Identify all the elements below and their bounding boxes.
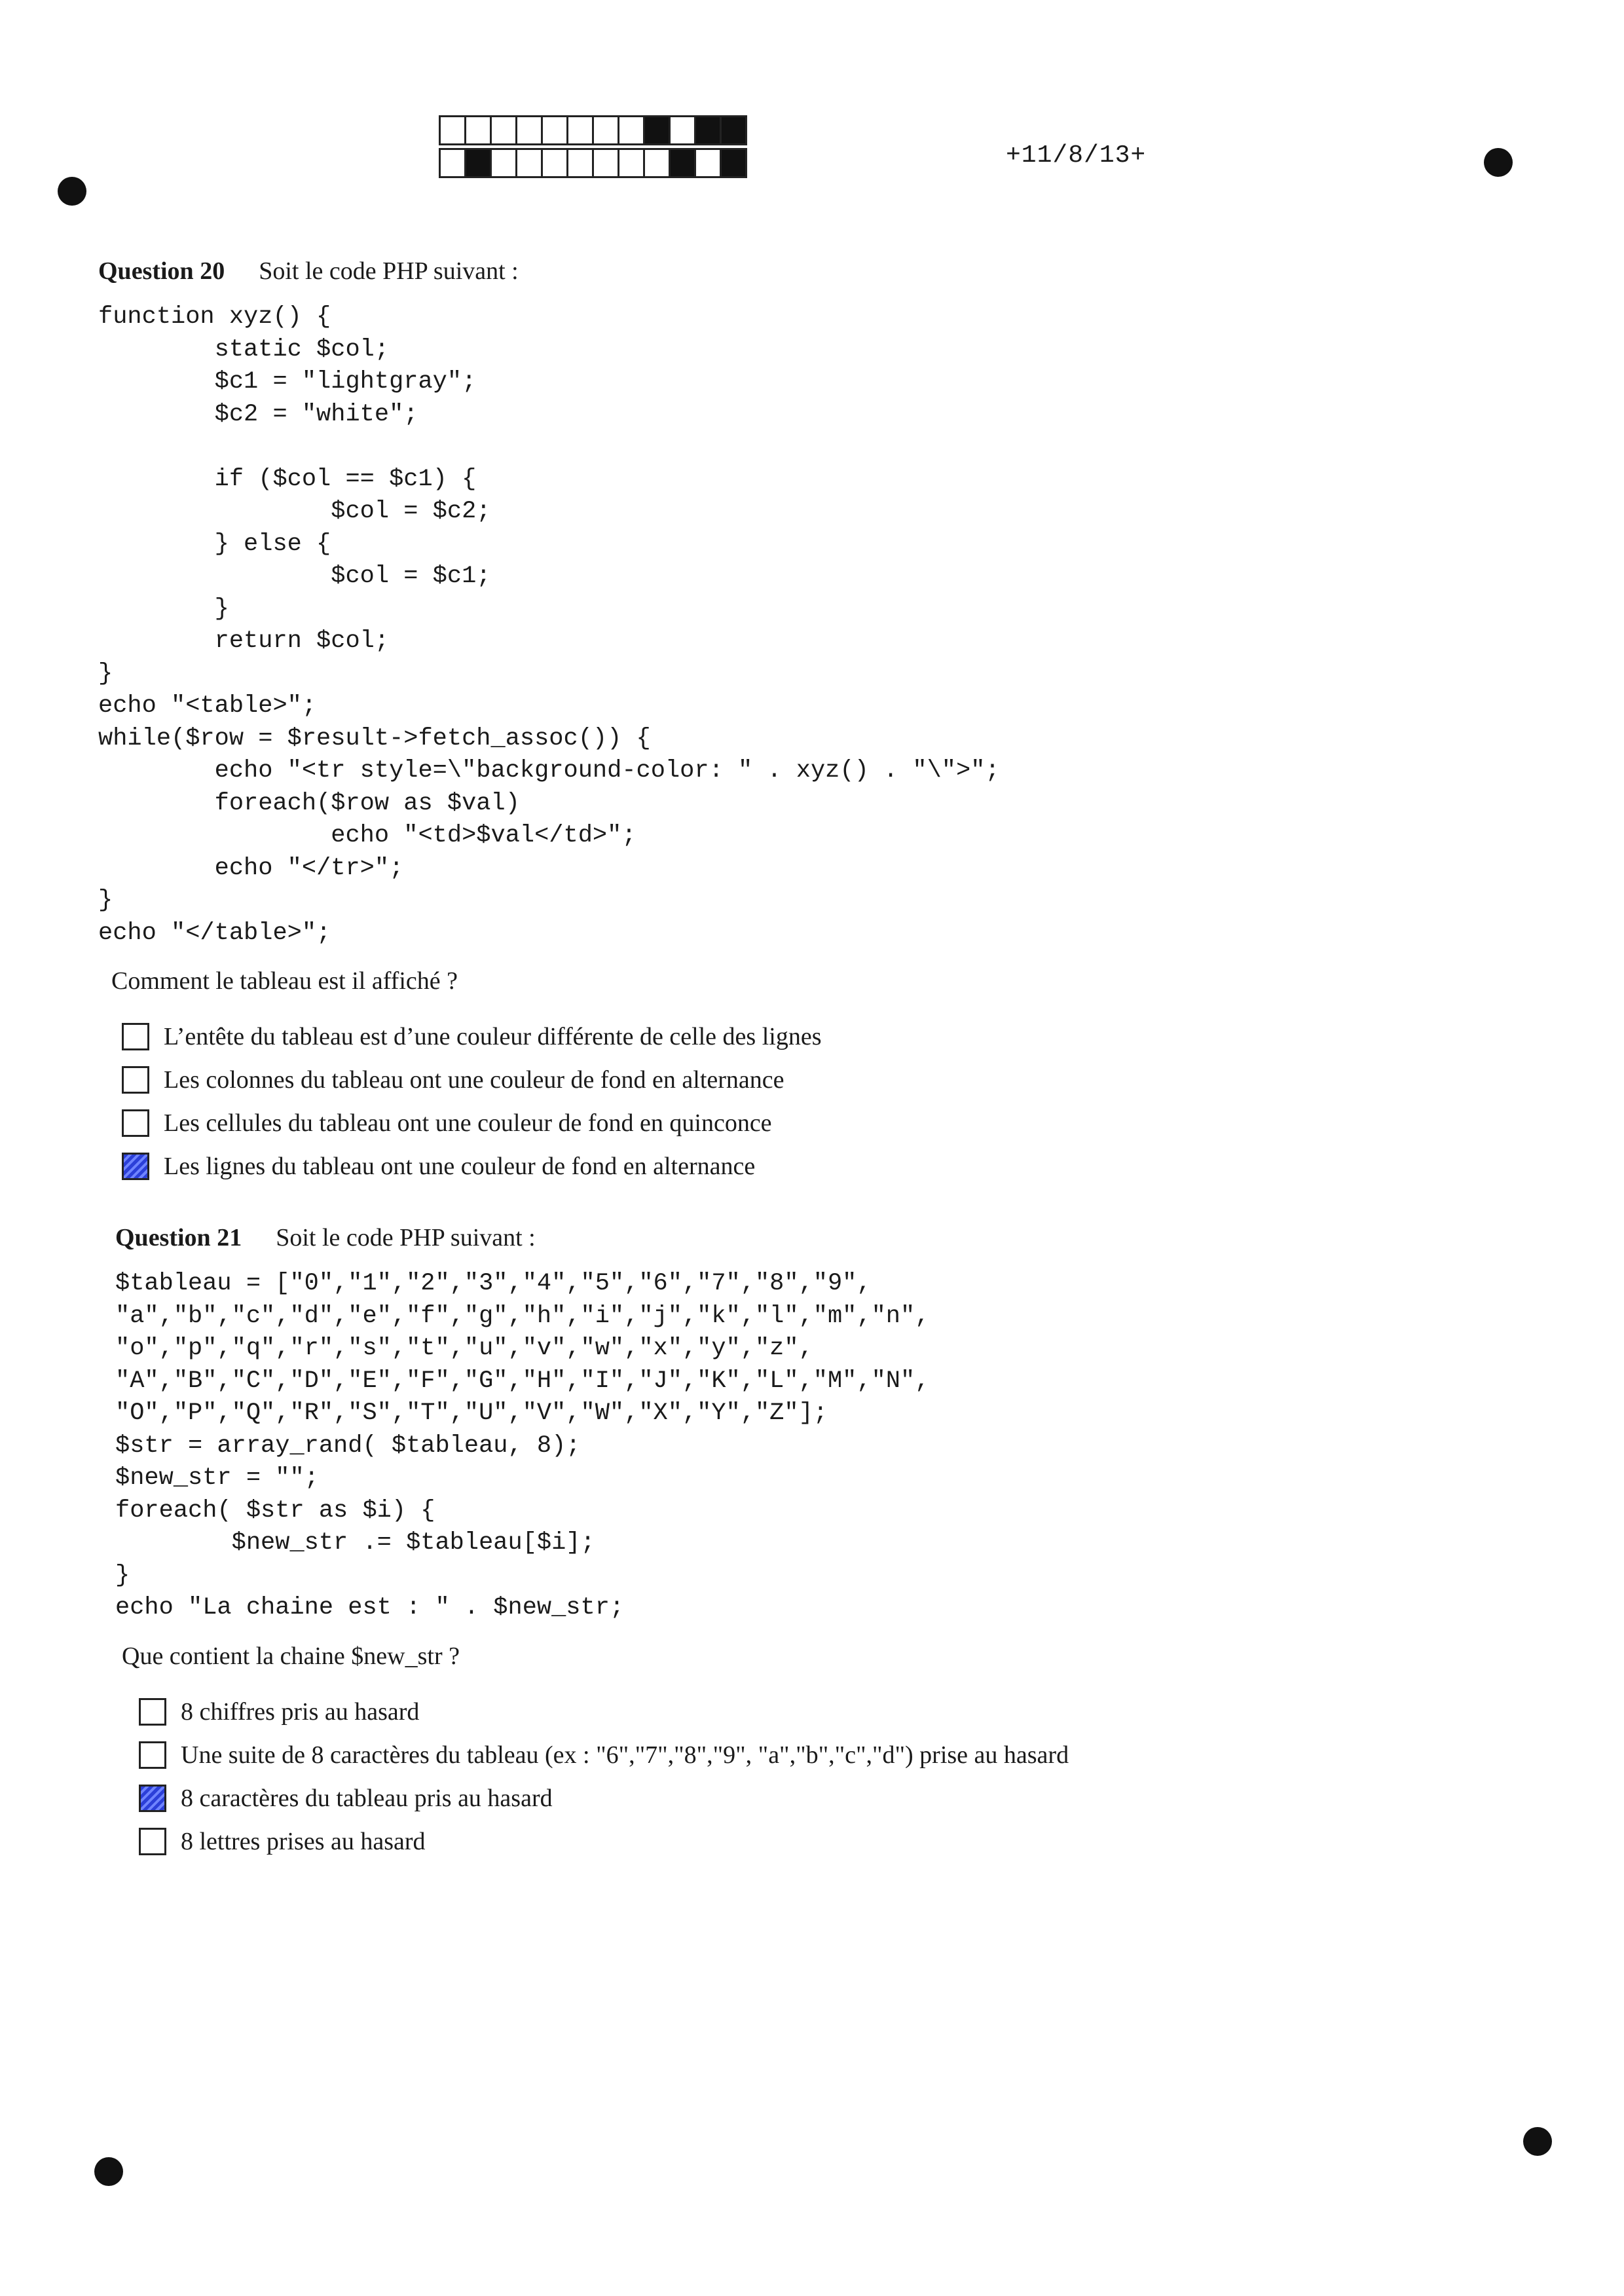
binary-id-code-cell (720, 148, 747, 178)
binary-id-code-cell (618, 115, 643, 145)
binary-id-code-cell (515, 115, 541, 145)
answer-text: L’entête du tableau est d’une couleur différente de celle des lignes (164, 1023, 822, 1050)
answer-checkbox[interactable] (139, 1741, 166, 1769)
binary-id-code-cell (566, 148, 592, 178)
registration-mark-top-right (1484, 148, 1513, 177)
answer-checkbox[interactable] (122, 1109, 149, 1137)
binary-id-code-cell (720, 115, 747, 145)
question-21 (115, 1223, 1069, 1863)
answer-option[interactable] (122, 1102, 1000, 1145)
registration-mark-top-left (58, 177, 86, 206)
binary-id-code-cell (490, 148, 515, 178)
binary-id-code-cell (694, 148, 720, 178)
answer-text: 8 chiffres pris au hasard (181, 1697, 420, 1726)
binary-id-code-cell (439, 115, 464, 145)
binary-id-code-cell (464, 115, 490, 145)
answer-option[interactable] (139, 1777, 1069, 1820)
answer-checkbox[interactable] (139, 1698, 166, 1726)
answer-text: 8 caractères du tableau pris au hasard (181, 1784, 553, 1812)
answer-option[interactable] (122, 1015, 1000, 1058)
answer-text: Les colonnes du tableau ont une couleur de fond en alternance (164, 1066, 784, 1094)
answer-text: Les cellules du tableau ont une couleur de fond en quinconce (164, 1109, 772, 1137)
question-intro: Soit le code PHP suivant : (259, 257, 519, 285)
registration-mark-bottom-right (1523, 2127, 1552, 2156)
question-20 (98, 257, 1000, 1188)
binary-id-code-cell (643, 115, 669, 145)
binary-id-code-cell (515, 148, 541, 178)
answer-option[interactable] (139, 1733, 1069, 1777)
binary-id-code-cell (592, 115, 618, 145)
question-label: Question 21 (115, 1224, 242, 1251)
answer-text: 8 lettres prises au hasard (181, 1827, 426, 1855)
answer-option[interactable] (122, 1058, 1000, 1102)
binary-id-code-cell (439, 148, 464, 178)
question-prompt: Comment le tableau est il affiché ? (111, 967, 458, 995)
question-intro: Soit le code PHP suivant : (276, 1224, 536, 1251)
question-header (98, 257, 1000, 286)
answer-list (139, 1690, 1069, 1863)
binary-id-code-cell (592, 148, 618, 178)
answer-text: Une suite de 8 caractères du tableau (ex : "6","7","8","9", "a","b","c","d") prise au hasard (181, 1741, 1069, 1769)
php-code-block: function xyz() { static $col; $c1 = "lightgray"; $c2 = "white"; if ($col == $c1) { $col = $c2; } else { $col = $c1; } return $col; } echo "<table>"; while($row = $result->fetch_assoc()) { echo "<tr style=\"background-color: " . xyz() . "\">"; foreach($row as $val) echo "<td>$val</td>"; echo "</tr>"; } echo "</table>"; (98, 303, 1000, 947)
php-code-block: $tableau = ["0","1","2","3","4","5","6","7","8","9", "a","b","c","d","e","f","g","h","i","j","k","l","m","n", "o","p","q","r","s","t","u","v","w","x","y","z", "A","B","C","D","E","F","G","H","I","J","K","L","M","N", "O","P","Q","R","S","T","U","V","W","X","Y","Z"]; $str = array_rand( $tableau, 8); $new_str = ""; foreach( $str as $i) { $new_str .= $tableau[$i]; } echo "La chaine est : " . $new_str; (115, 1270, 930, 1621)
binary-id-code-cell (566, 115, 592, 145)
page-id: +11/8/13+ (1006, 141, 1147, 170)
binary-id-code-cell (694, 115, 720, 145)
answer-list (122, 1015, 1000, 1188)
binary-id-code-cell (618, 148, 643, 178)
question-prompt: Que contient la chaine $new_str ? (122, 1642, 460, 1670)
binary-id-code-cell (541, 148, 566, 178)
question-header (115, 1223, 1069, 1252)
answer-checkbox[interactable] (122, 1066, 149, 1094)
binary-id-code-cell (669, 148, 694, 178)
binary-id-code-cell (643, 148, 669, 178)
binary-id-code-row (439, 115, 747, 144)
registration-mark-bottom-left (94, 2157, 123, 2186)
binary-id-code-cell (464, 148, 490, 178)
answer-option[interactable] (139, 1690, 1069, 1733)
answer-checkbox[interactable] (122, 1153, 149, 1180)
answer-option[interactable] (122, 1145, 1000, 1188)
binary-id-code-cell (490, 115, 515, 145)
answer-option[interactable] (139, 1820, 1069, 1863)
binary-id-code (439, 115, 747, 181)
binary-id-code-cell (669, 115, 694, 145)
question-label: Question 20 (98, 257, 225, 285)
answer-checkbox[interactable] (139, 1785, 166, 1812)
answer-checkbox[interactable] (139, 1828, 166, 1855)
answer-checkbox[interactable] (122, 1023, 149, 1050)
binary-id-code-cell (541, 115, 566, 145)
binary-id-code-row (439, 148, 747, 177)
answer-text: Les lignes du tableau ont une couleur de fond en alternance (164, 1153, 756, 1180)
